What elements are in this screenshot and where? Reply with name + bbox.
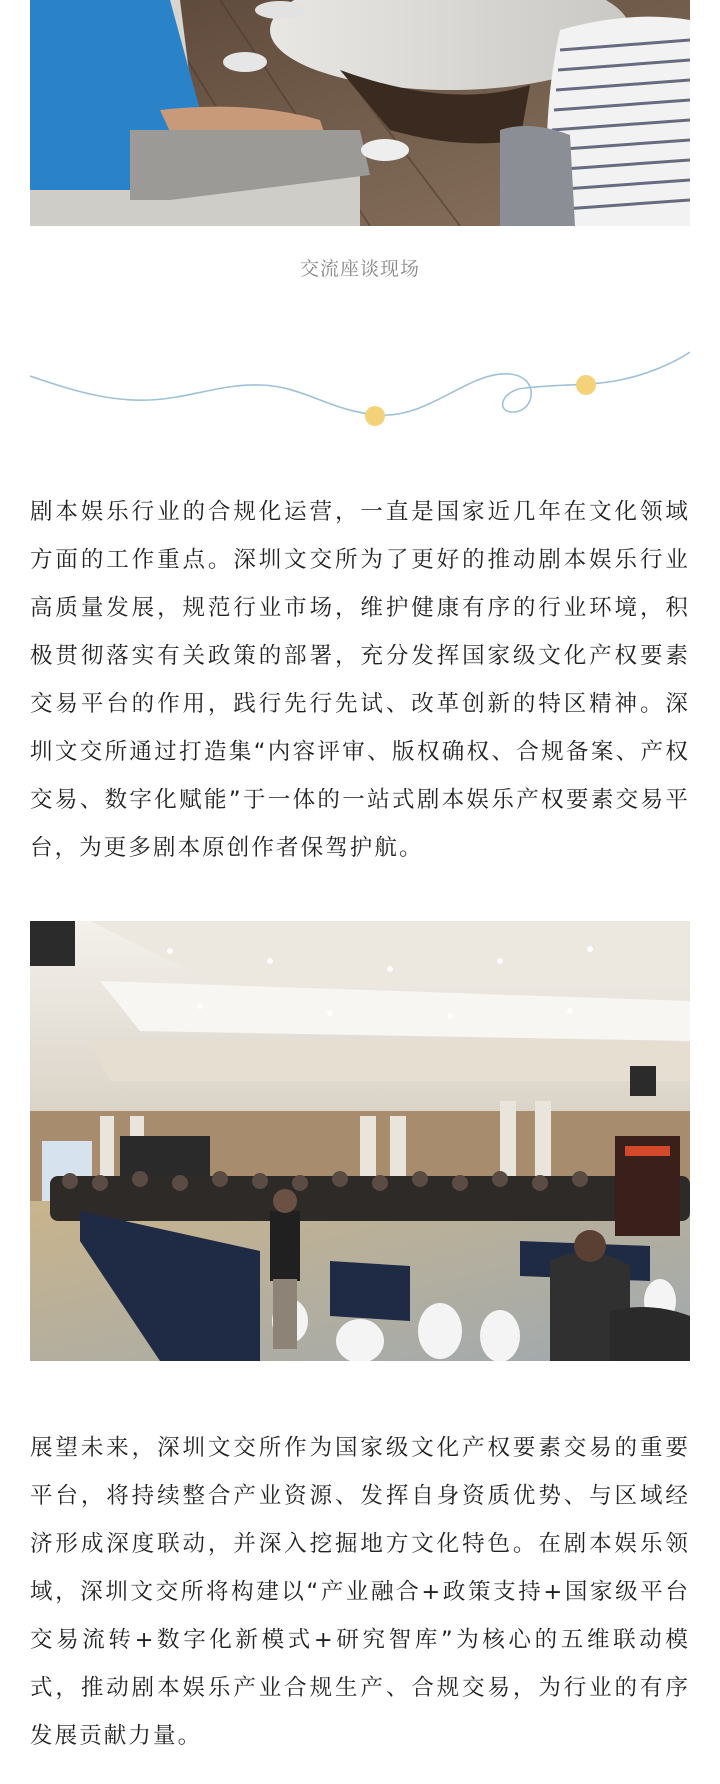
wave-divider	[30, 340, 690, 440]
wave-dot-2	[576, 375, 596, 395]
photo-caption: 交流座谈现场	[299, 258, 420, 280]
paragraph-compliance: 剧本娱乐行业的合规化运营，一直是国家近几年在文化领域方面的工作重点。深圳文交所为了更好的推动剧本娱乐行业高质量发展，规范行业市场，维护健康有序的行业环境，积极贯彻落实有关政策的部署，充分发挥国家级文化产权要素交易平台的作用，践行先行先试、改革创新的特区精神。深圳文交所通过打造集“内容评审、版权确权、合规备案、产权交易、数字化赋能”于一体的一站式剧本娱乐产权要素交易平台，为更多剧本原创作者保驾护航。	[30, 499, 690, 861]
conference-hall-illustration	[30, 921, 690, 1361]
conference-hall-photo	[30, 921, 690, 1361]
seated-meeting-illustration	[30, 0, 690, 226]
wave-dot-1	[365, 406, 385, 426]
paragraph-outlook: 展望未来，深圳文交所作为国家级文化产权要素交易的重要平台，将持续整合产业资源、发挥自身资质优势、与区域经济形成深度联动，并深入挖掘地方文化特色。在剧本娱乐领域，深圳文交所将构建以“产业融合+政策支持+国家级平台交易流转+数字化新模式+研究智库”为核心的五维联动模式，推动剧本娱乐产业合规生产、合规交易，为行业的有序发展贡献力量。	[30, 1435, 690, 1749]
seated-meeting-photo	[30, 0, 690, 226]
